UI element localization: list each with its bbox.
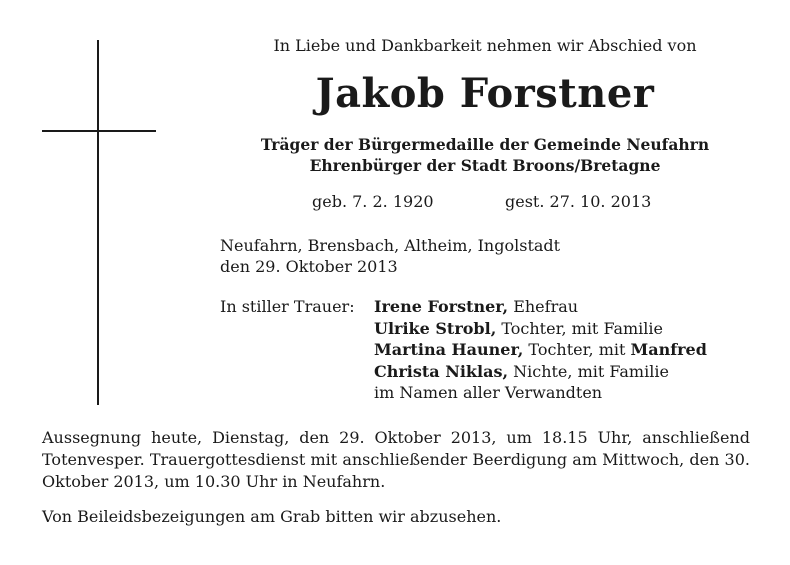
mourner-name: Christa Niklas, — [374, 361, 509, 381]
mourner-row — [374, 296, 707, 318]
mourner-relation: Ehefrau — [508, 297, 579, 316]
mourning-label: In stiller Trauer: — [220, 297, 355, 316]
place-and-date — [220, 235, 560, 277]
mourner-row — [374, 361, 707, 383]
deceased-name: Jakob Forstner — [315, 70, 655, 117]
mourner-name: Irene Forstner, — [374, 297, 509, 316]
honor-line: Ehrenbürger der Stadt Broons/Bretagne — [309, 156, 661, 175]
condolence-note: Von Beileidsbezeigungen am Grab bitten wir abzusehen. — [42, 507, 502, 526]
intro-line: In Liebe und Dankbarkeit nehmen wir Abschied von — [273, 36, 697, 55]
cross-icon-horizontal — [42, 130, 156, 132]
honors-block — [220, 134, 750, 176]
mourner-relation: Tochter, mit Familie — [496, 318, 663, 338]
service-paragraph: Aussegnung heute, Dienstag, den 29. Oktober 2013, um 18.15 Uhr, anschließend Totenvesper. Trauergottesdienst mit anschließender Beerdigung am Mittwoch, den 30. Oktober 2013, um 10.30 Uhr in Neufahrn. — [42, 428, 750, 491]
death-date: gest. 27. 10. 2013 — [505, 192, 652, 211]
place-line: Neufahrn, Brensbach, Altheim, Ingolstadt — [220, 236, 561, 255]
mourners-list — [374, 296, 707, 404]
mourner-extra-name: Manfred — [630, 340, 707, 359]
mourner-name: Ulrike Strobl, — [374, 318, 497, 338]
mourner-relation: Tochter, mit — [523, 340, 631, 359]
date-line: den 29. Oktober 2013 — [220, 257, 398, 276]
mourner-relation: Nichte, mit Familie — [508, 361, 669, 381]
mourner-row — [374, 318, 707, 340]
cross-icon-vertical — [97, 40, 99, 405]
mourner-row — [374, 339, 707, 361]
honor-line: Träger der Bürgermedaille der Gemeinde Neufahrn — [260, 135, 710, 154]
mourner-relation: im Namen aller Verwandten — [374, 383, 603, 402]
mourner-name: Martina Hauner, — [374, 340, 524, 359]
mourner-row — [374, 382, 707, 404]
birth-date: geb. 7. 2. 1920 — [312, 192, 434, 211]
